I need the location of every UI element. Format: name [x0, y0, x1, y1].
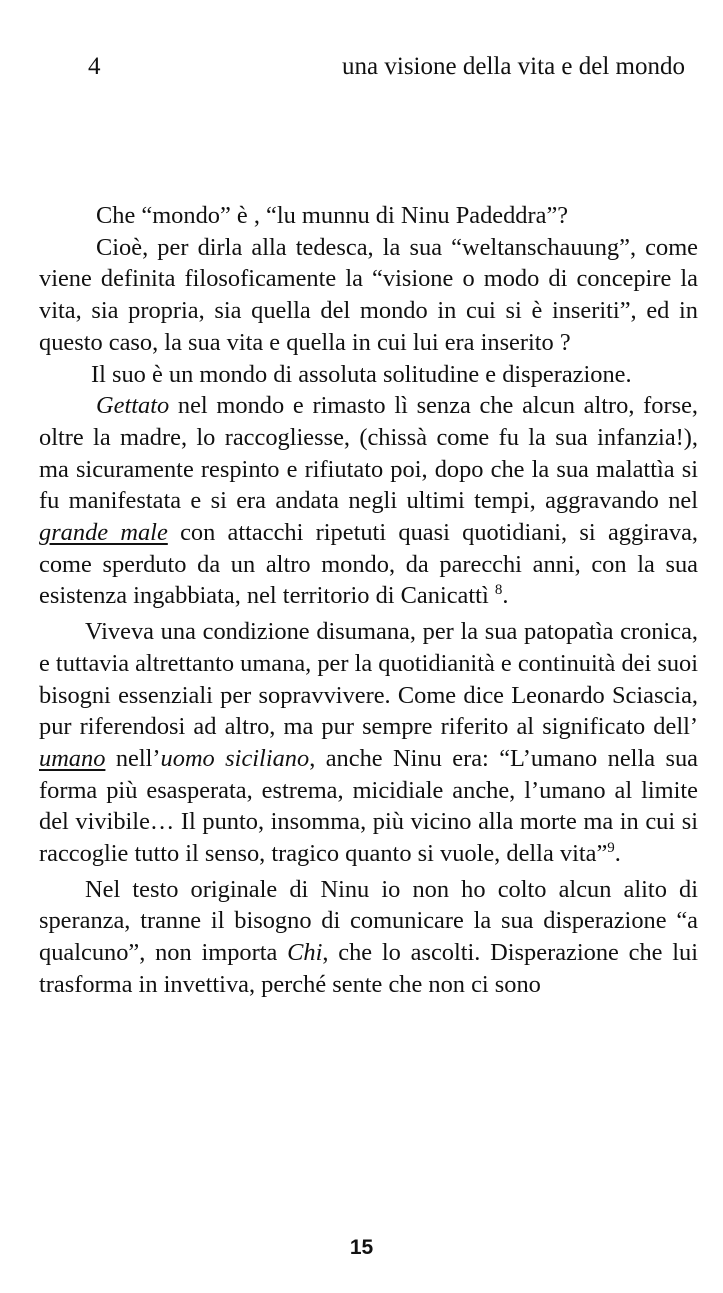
- paragraph-2: Cioè, per dirla alla tedesca, la sua “weltanschauung”, come viene definita filosoficamente la “visione o modo di concepire la vita, sia propria, sia quella del mondo in cui si è inseriti”, ed in questo caso, la sua vita e quella in cui lui era inserito ?: [39, 233, 698, 356]
- paragraph-5-text-a: Viveva una condizione disumana, per la sua patopatìa cronica, e tuttavia altrettanto umana, per la quotidianità e continuità dei suoi bisogni essenziali per sopravvivere. Come dice Leonardo Sciascia, pur riferendosi ad altro, ma pur sempre riferito al significato dell’: [39, 618, 699, 741]
- paragraph-6: [39, 874, 698, 1001]
- footnote-marker: 9: [607, 839, 615, 856]
- paragraph-4-text-a: nel mondo e rimasto lì senza che alcun altro, forse, oltre la madre, lo raccogliesse, (chissà come fu la sua infanzia!), ma sicuramente respinto e rifiutato poi, dopo che la sua malattìa si fu manifestata e si era andata negli ultimi tempi, aggravando nel: [39, 392, 698, 515]
- header-page-number: 4: [88, 53, 101, 80]
- page-folio-number: 15: [349, 1236, 374, 1259]
- running-title: una visione della vita e del mondo: [342, 53, 685, 80]
- italic-word: Chi: [287, 939, 323, 967]
- body-text: [39, 200, 698, 1001]
- underlined-italic-phrase: grande male: [39, 519, 168, 547]
- paragraph-4-text-b: con attacchi ripetuti quasi quotidiani, si aggirava, come sperduto da un altro mondo, da parecchi anni, con la sua esistenza ingabbiata, nel territorio di Canicattì: [39, 519, 699, 610]
- running-header: [88, 50, 685, 84]
- paragraph-5-text-b: nell’: [105, 744, 161, 772]
- italic-word: Gettato: [96, 392, 170, 420]
- paragraph-5-end: .: [614, 840, 621, 868]
- paragraph-3: Il suo è un mondo di assoluta solitudine e disperazione.: [91, 360, 632, 388]
- paragraph-6-text-b: , che lo ascolti. Disperazione che lui trasforma in invettiva, perché sente che non ci sono: [39, 939, 698, 998]
- paragraph-4: [39, 390, 698, 612]
- italic-phrase: uomo siciliano: [160, 744, 310, 772]
- paragraph-6-text-a: Nel testo originale di Ninu io non ho colto alcun alito di speranza, tranne il bisogno di comunicare la sua disperazione “a qualcuno”, non importa: [39, 875, 698, 967]
- underlined-italic-word: umano: [39, 744, 106, 772]
- paragraph-4-end: .: [502, 582, 509, 610]
- paragraph-5-text-c: , anche Ninu era: “L’umano nella sua forma più esasperata, estrema, micidiale anche, l’umano al limite del vivibile… Il punto, insomma, più vicino alla morte ma in cui si raccoglie tutto il senso, tragico quanto si vuole, della vita”: [39, 744, 699, 868]
- paragraph-1: Che “mondo” è , “lu munnu di Ninu Padeddra”?: [96, 202, 569, 229]
- paragraph-5: [39, 616, 698, 870]
- footnote-marker: 8: [494, 582, 503, 599]
